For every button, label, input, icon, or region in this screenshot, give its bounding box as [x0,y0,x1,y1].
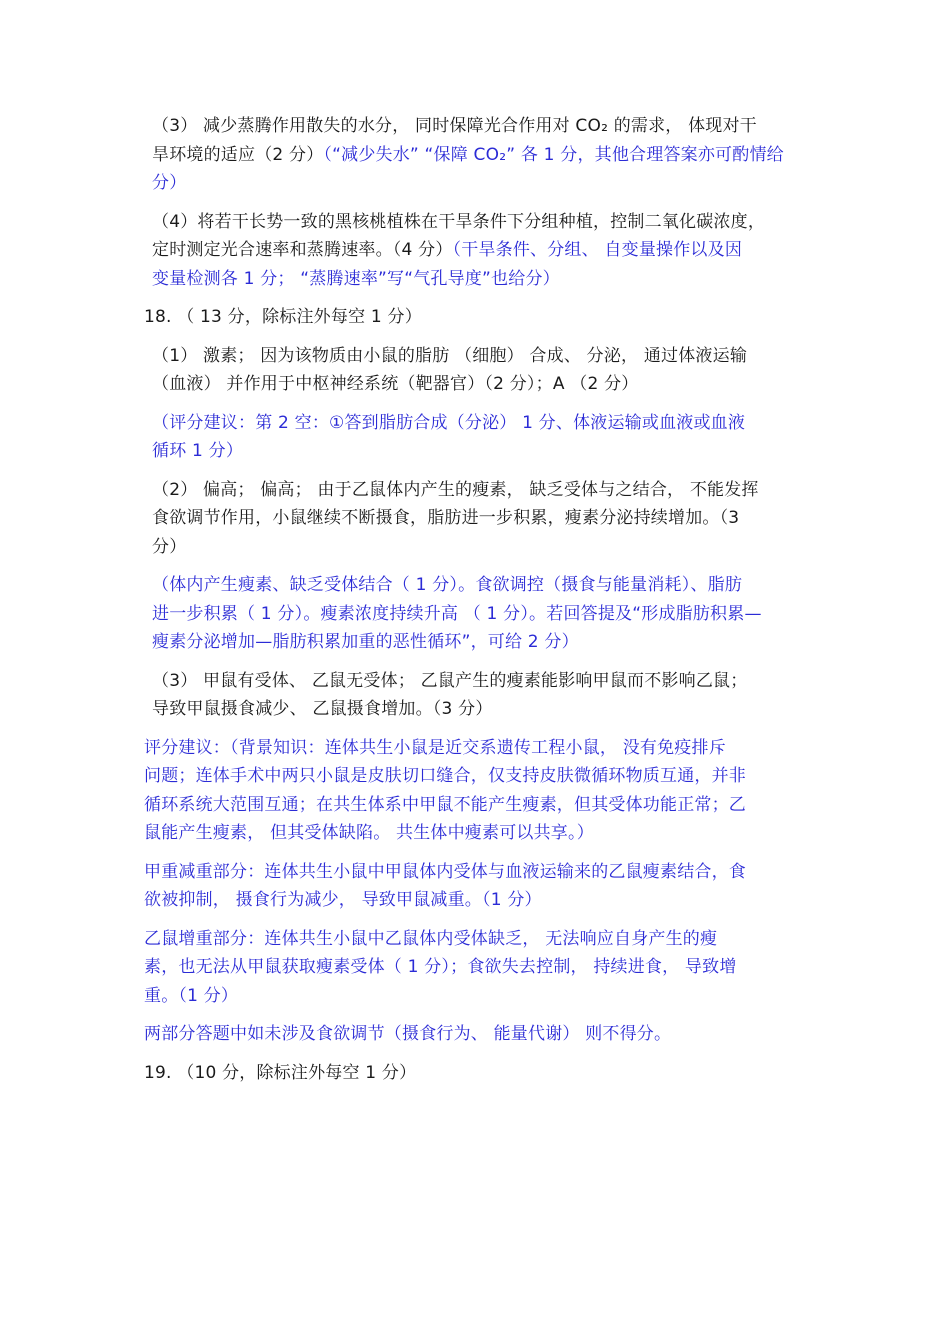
text-line [144,819,814,848]
grading-note-text: 鼠能产生瘦素， 但其受体缺陷。 共生体中瘦素可以共享。） [144,823,594,843]
answer-text: 18. （ 13 分，除标注外每空 1 分） [144,307,422,327]
text-line [152,112,814,141]
text-line [152,236,814,265]
grading-note-text: 两部分答题中如未涉及食欲调节（摄食行为、 能量代谢） 则不得分。 [144,1024,672,1044]
answer-text: 19. （10 分，除标注外每空 1 分） [144,1062,417,1083]
text-line [144,303,814,332]
paragraph-q18-2 [144,476,814,562]
paragraph-q18-1-note [144,409,814,466]
grading-note-text: 甲重减重部分：连体共生小鼠中甲鼠体内受体与血液运输来的乙鼠瘦素结合，食 [144,861,746,882]
grading-note-text: 进一步积累（ 1 分）。瘦素浓度持续升高 （ 1 分）。若回答提及“形成脂肪积累— [152,603,762,624]
text-line [152,476,814,505]
grading-note-text: 乙鼠增重部分：连体共生小鼠中乙鼠体内受体缺乏， 无法响应自身产生的瘦 [144,928,718,949]
paragraph-q18-3-rule [144,1020,814,1049]
answer-text: 旱环境的适应（2 分） [152,144,324,165]
text-line [144,925,814,954]
text-line [152,409,814,438]
answer-text: （3） 减少蒸腾作用散失的水分， 同时保障光合作用对 CO₂ 的需求， 体现对干 [152,116,757,136]
text-line [144,953,814,982]
text-line [152,695,814,724]
document-page [144,112,814,1097]
paragraph-q18-2-note [144,571,814,657]
answer-text: （4）将若干长势一致的黑核桃植株在干旱条件下分组种植，控制二氧化碳浓度， [152,211,766,232]
text-line [152,571,814,600]
text-line [152,628,814,657]
text-line [152,437,814,466]
text-line [152,533,814,562]
paragraph-q18-3 [144,667,814,724]
text-line [144,886,814,915]
text-line [144,762,814,791]
answer-text: （1） 激素； 因为该物质由小鼠的脂肪 （细胞） 合成、 分泌， 通过体液运输 [152,345,748,366]
paragraph-q18-3-yi [144,925,814,1011]
text-line [152,504,814,533]
grading-note-text: 问题；连体手术中两只小鼠是皮肤切口缝合，仅支持皮肤微循环物质互通，并非 [144,766,746,786]
answer-text: 导致甲鼠摄食减少、 乙鼠摄食增加。（3 分） [152,699,493,719]
answer-text: （血液） 并作用于中枢神经系统（靶器官）（2 分）；A （2 分） [152,374,639,394]
text-line [152,169,814,198]
grading-note-text: （评分建议：第 2 空：①答到脂肪合成（分泌） 1 分、体液运输或血液或血液 [152,412,746,433]
paragraph-q18-1 [144,342,814,399]
text-line [144,1020,814,1049]
grading-note-text: 素，也无法从甲鼠获取瘦素受体（ 1 分）；食欲失去控制， 持续进食， 导致增 [144,957,737,977]
grading-note-text: （干旱条件、分组、 自变量操作以及因 [452,240,743,260]
text-line [144,1059,814,1088]
grading-note-text: 欲被抑制， 摄食行为减少， 导致甲鼠减重。（1 分） [144,890,542,910]
text-line [144,791,814,820]
paragraph-q17-4 [144,208,814,294]
text-line [144,982,814,1011]
grading-note-text: （“减少失水” “保障 CO₂” 各 1 分，其他合理答案亦可酌情给 [323,144,784,165]
paragraph-q18-3-jia [144,858,814,915]
text-line [152,208,814,237]
paragraph-q18-3-note [144,734,814,848]
text-line [152,600,814,629]
text-line [144,734,814,763]
grading-note-text: 瘦素分泌增加—脂肪积累加重的恶性循环”，可给 2 分） [152,632,579,652]
text-line [152,141,814,170]
grading-note-text: 分） [152,173,187,193]
text-line [152,370,814,399]
grading-note-text: 循环 1 分） [152,441,244,461]
grading-note-text: 重。（1 分） [144,985,239,1006]
answer-text: 食欲调节作用，小鼠继续不断摄食，脂肪进一步积累，瘦素分泌持续增加。（3 [152,508,740,528]
paragraph-q19-title [144,1059,814,1088]
text-line [144,858,814,887]
paragraph-q17-3 [144,112,814,198]
answer-text: 定时测定光合速率和蒸腾速率。（4 分） [152,240,453,260]
paragraph-q18-title [144,303,814,332]
grading-note-text: （体内产生瘦素、缺乏受体结合（ 1 分）。食欲调控（摄食与能量消耗）、脂肪 [152,575,743,595]
text-line [152,667,814,696]
text-line [152,342,814,371]
grading-note-text: 循环系统大范围互通；在共生体系中甲鼠不能产生瘦素，但其受体功能正常；乙 [144,794,746,815]
answer-text: （2） 偏高； 偏高； 由于乙鼠体内产生的瘦素， 缺乏受体与之结合， 不能发挥 [152,479,759,500]
answer-text: （3） 甲鼠有受体、 乙鼠无受体； 乙鼠产生的瘦素能影响甲鼠而不影响乙鼠； [152,670,748,691]
answer-text: 分） [152,536,187,557]
text-line [152,265,814,294]
grading-note-text: 变量检测各 1 分； “蒸腾速率”写“气孔导度”也给分） [152,268,560,289]
grading-note-text: 评分建议：（背景知识：连体共生小鼠是近交系遗传工程小鼠， 没有免疫排斥 [144,737,726,758]
